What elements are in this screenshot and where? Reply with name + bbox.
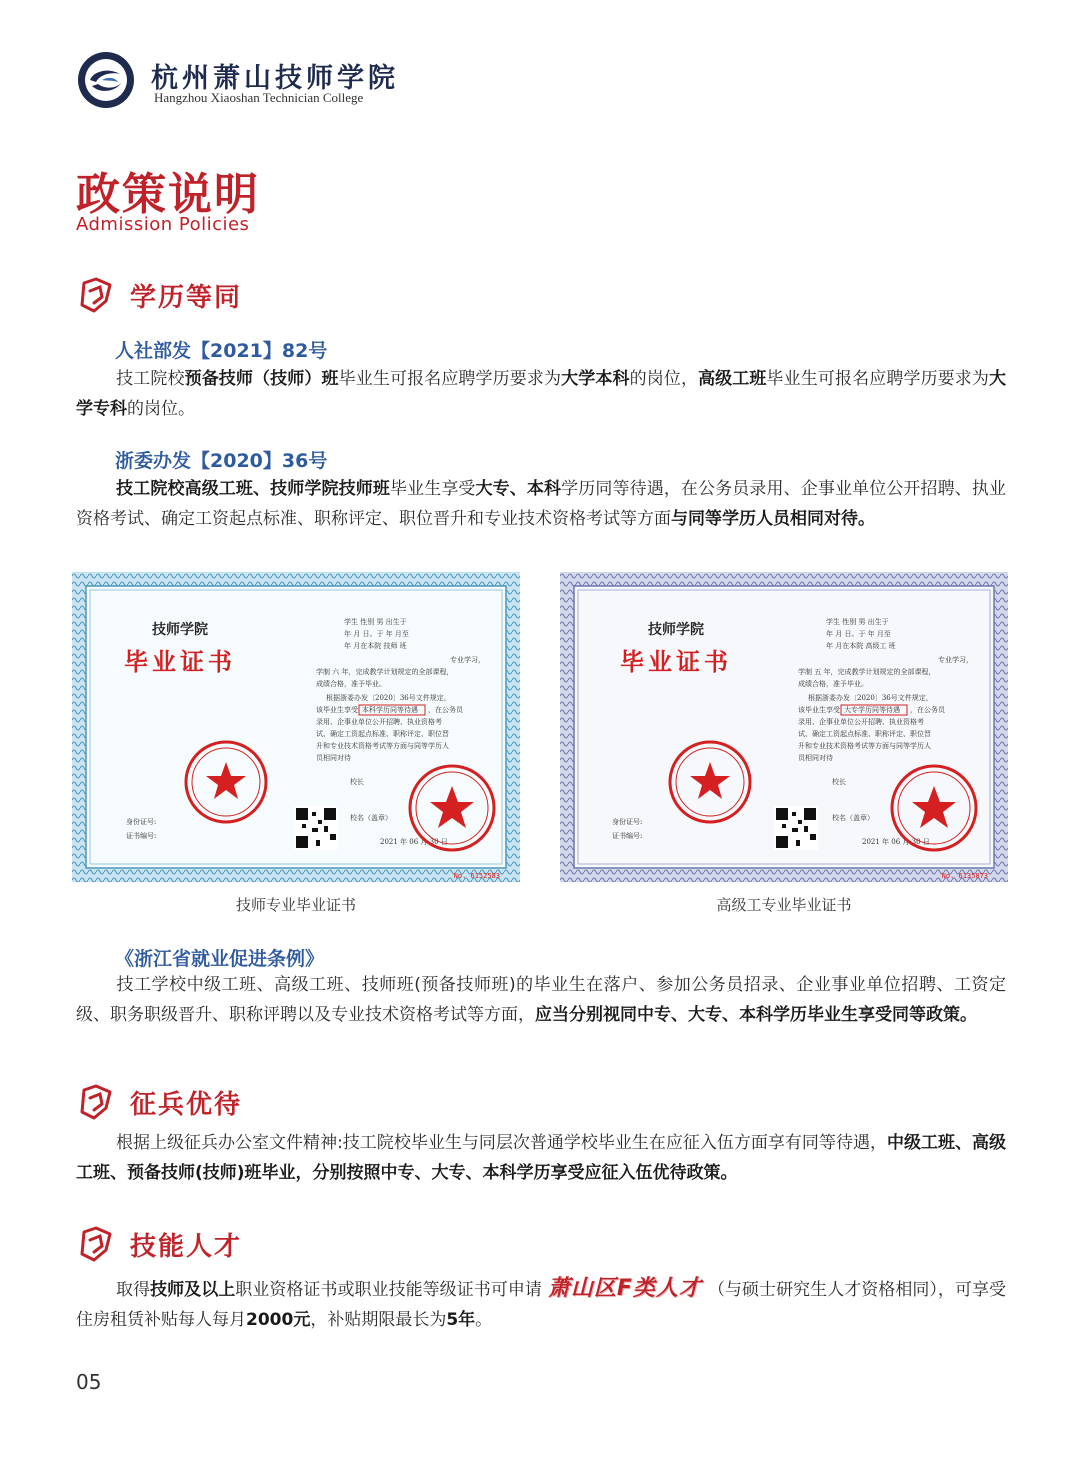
policy-paragraph bbox=[76, 1128, 1006, 1188]
bold-text: 2000元 bbox=[246, 1310, 311, 1330]
cert-principal: 校长 bbox=[350, 778, 364, 786]
text: 学历同等待遇，在公务员录用、企事业单位公开招聘、执业资格考试、确定工资起点标准、职称评定、职位晋升和专业技术资格考试等方面 bbox=[76, 479, 1007, 529]
cert-line: 试、确定工资起点标准、职称评定、职位晋 bbox=[798, 730, 931, 738]
cert-line: ，在公务员 bbox=[428, 706, 463, 714]
college-logo bbox=[76, 50, 136, 110]
cert-line: 升和专业技术资格考试等方面与同等学历人 bbox=[316, 742, 449, 750]
cert-line: ，在公务员 bbox=[910, 706, 945, 714]
qr-code bbox=[294, 806, 338, 850]
bold-text: 高级工班 bbox=[698, 369, 767, 389]
cert-line: 年 月在本院 高级工 班 bbox=[826, 642, 896, 650]
doc-reference: 浙委办发【2020】36号 bbox=[115, 450, 328, 472]
bold-text: 技工院校高级工班、技师学院技师班 bbox=[116, 479, 390, 499]
certificate-caption: 技师专业毕业证书 bbox=[235, 896, 356, 914]
cert-line: 年 月 日。于 年 月至 bbox=[826, 630, 891, 638]
section-title: 征兵优待 bbox=[130, 1090, 243, 1120]
cert-line: 学生 性别 男 出生于 bbox=[826, 618, 889, 626]
page-title: 政策说明 bbox=[76, 169, 260, 220]
policy-paragraph bbox=[76, 364, 1006, 424]
cert-line: 年 月在本院 技师 班 bbox=[344, 642, 407, 650]
cert-heading: 毕业证书 bbox=[124, 647, 236, 676]
cert-line: 录用、企事业单位公开招聘、执业资格考 bbox=[316, 718, 442, 726]
section-icon bbox=[76, 1224, 116, 1264]
text: 毕业生可报名应聘学历要求为 bbox=[338, 369, 562, 389]
cert-line: 录用、企事业单位公开招聘、执业资格考 bbox=[798, 718, 924, 726]
college-name-en: Hangzhou Xiaoshan Technician College bbox=[154, 90, 364, 105]
cert-line: 专业学习， bbox=[450, 656, 485, 664]
text: 取得 bbox=[116, 1280, 151, 1300]
section-icon bbox=[76, 275, 116, 315]
cert-principal: 校长 bbox=[832, 778, 846, 786]
doc-reference: 《浙江省就业促进条例》 bbox=[115, 948, 325, 970]
text: 。 bbox=[475, 1310, 493, 1330]
doc-reference: 人社部发【2021】82号 bbox=[115, 340, 328, 362]
cert-serial: No. 6135873 bbox=[941, 872, 988, 880]
bold-text: 大学本科 bbox=[561, 369, 630, 389]
section-title: 技能人才 bbox=[130, 1232, 243, 1262]
text: 职业资格证书或职业技能等级证书可申请 bbox=[235, 1280, 542, 1300]
certificate-caption: 高级工专业毕业证书 bbox=[716, 896, 852, 914]
certificate-image bbox=[72, 572, 520, 882]
cert-line: 学制 六 年，完成教学计划规定的全部课程， bbox=[316, 668, 454, 676]
text: 的岗位。 bbox=[127, 399, 195, 419]
cert-serial: No. 6152583 bbox=[453, 872, 500, 880]
bold-text: 中级工班、高级工班、预备技师(技师)班毕业，分别按照中专、大专、本科学历享受应征入伍优待政策。 bbox=[76, 1133, 1006, 1183]
cert-line: 年 月 日。于 年 月至 bbox=[344, 630, 409, 638]
cert-highlight: 本科学历同等待遇 bbox=[362, 706, 418, 714]
certificate-senior-worker bbox=[560, 572, 1008, 882]
cert-line: 学生 性别 男 出生于 bbox=[344, 618, 407, 626]
cert-line: 成绩合格，准予毕业。 bbox=[798, 680, 868, 688]
text: （与硕士研究生人才资格相同），可享受住房租赁补贴每人每月 bbox=[76, 1280, 1007, 1330]
bold-text: 与同等学历人员相同对待。 bbox=[671, 509, 875, 529]
page-number: 05 bbox=[76, 1370, 102, 1394]
section-title: 学历等同 bbox=[130, 283, 243, 313]
bold-text: 预备技师（技师）班 bbox=[184, 369, 339, 389]
section-icon bbox=[76, 1082, 116, 1122]
page-subtitle: Admission Policies bbox=[76, 214, 250, 235]
policy-paragraph bbox=[76, 970, 1006, 1030]
cert-school: 技师学院 bbox=[648, 622, 704, 638]
text: 根据上级征兵办公室文件精神:技工院校毕业生与同层次普通学校毕业生在应征入伍方面享有同等待遇， bbox=[116, 1133, 887, 1153]
certificate-image bbox=[560, 572, 1008, 882]
cert-line: 员相同对待 bbox=[316, 754, 351, 762]
cert-heading: 毕业证书 bbox=[620, 647, 732, 676]
qr-code bbox=[774, 806, 818, 850]
cert-date: 2021 年 06 月 30 日 bbox=[380, 838, 448, 846]
cert-line: 员相同对待 bbox=[798, 754, 833, 762]
cert-line: 升和专业技术资格考试等方面与同等学历人 bbox=[798, 742, 931, 750]
cert-line: 学制 五 年，完成教学计划规定的全部课程， bbox=[798, 668, 936, 676]
bold-text: 大专、本科 bbox=[475, 479, 562, 499]
cert-line: 该毕业生享受 bbox=[798, 706, 840, 714]
talent-category-tag: 萧山区F类人才 bbox=[547, 1276, 702, 1301]
cert-line: 根据浙委办发〔2020〕36号文件规定， bbox=[326, 694, 451, 702]
text: 毕业生可报名应聘学历要求为 bbox=[766, 369, 990, 389]
cert-seal-label: 校名（盖章） bbox=[832, 814, 874, 822]
bold-text: 5年 bbox=[446, 1310, 476, 1330]
cert-number-label: 证书编号: bbox=[612, 832, 643, 840]
cert-line: 该毕业生享受 bbox=[316, 706, 358, 714]
text: 技工院校 bbox=[116, 369, 185, 389]
bold-text: 大学专科 bbox=[76, 369, 1007, 419]
text: 技工学校中级工班、高级工班、技师班(预备技师班)的毕业生在落户、参加公务员招录、企业事业单位招聘、工资定级、职务职级晋升、职称评聘以及专业技术资格考试等方面， bbox=[76, 975, 1006, 1025]
text: 的岗位， bbox=[629, 369, 699, 389]
cert-school: 技师学院 bbox=[152, 622, 208, 638]
cert-date: 2021 年 06 月 30 日 bbox=[862, 838, 930, 846]
cert-id-label: 身份证号: bbox=[126, 818, 157, 826]
cert-line: 成绩合格，准予毕业。 bbox=[316, 680, 386, 688]
text: ，补贴期限最长为 bbox=[310, 1310, 447, 1330]
cert-seal-label: 校名（盖章） bbox=[350, 814, 392, 822]
policy-paragraph bbox=[76, 474, 1006, 534]
cert-number-label: 证书编号: bbox=[126, 832, 157, 840]
cert-highlight: 大专学历同等待遇 bbox=[844, 706, 900, 714]
cert-line: 试、确定工资起点标准、职称评定、职位晋 bbox=[316, 730, 449, 738]
cert-line: 根据浙委办发〔2020〕36号文件规定， bbox=[808, 694, 933, 702]
cert-id-label: 身份证号: bbox=[612, 818, 643, 826]
policy-paragraph bbox=[76, 1274, 1006, 1335]
certificate-technician bbox=[72, 572, 520, 882]
bold-text: 应当分别视同中专、大专、本科学历毕业生享受同等政策。 bbox=[535, 1005, 977, 1025]
college-name-cn: 杭州萧山技师学院 bbox=[151, 63, 399, 94]
bold-text: 技师及以上 bbox=[150, 1280, 236, 1300]
text: 毕业生享受 bbox=[389, 479, 476, 499]
cert-line: 专业学习， bbox=[938, 656, 973, 664]
